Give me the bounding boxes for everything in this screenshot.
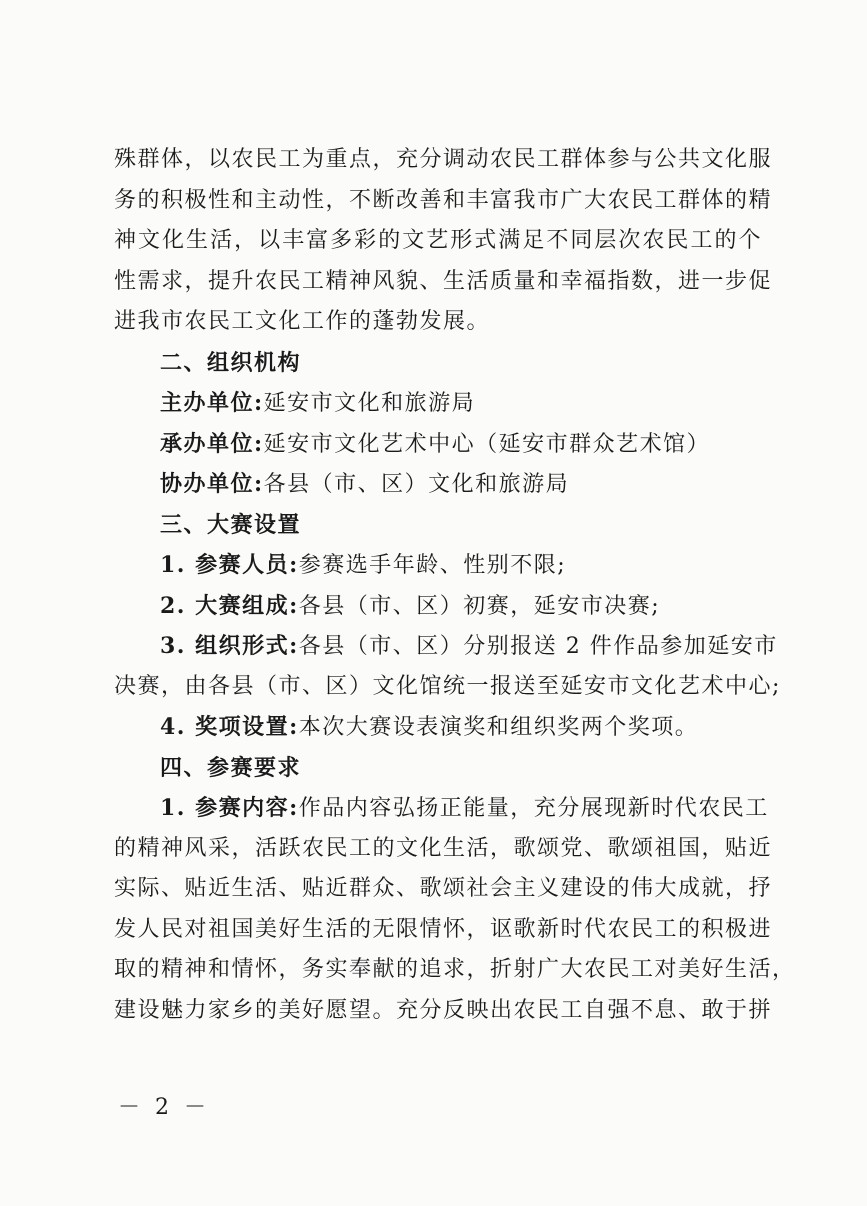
org-host-label: 主办单位: — [160, 390, 264, 416]
org-host-line — [114, 383, 762, 424]
settings-item-2-label: 2. 大赛组成: — [160, 592, 299, 619]
requirements-line: 建设魅力家乡的美好愿望。充分反映出农民工自强不息、敢于拼 — [114, 997, 773, 1023]
settings-item-4 — [114, 707, 762, 748]
settings-item-4-value: 本次大赛设表演奖和组织奖两个奖项。 — [298, 715, 699, 740]
section-heading-organization: 二、组织机构 — [160, 349, 302, 376]
requirements-line: 取的精神和情怀，务实奉献的追求，折射广大农民工对美好生活， — [114, 957, 796, 982]
settings-item-4-label: 4. 奖项设置: — [160, 714, 299, 740]
requirements-item-1-value: 作品内容弘扬正能量，充分展现新时代农民工 — [298, 796, 769, 821]
org-co-line — [114, 464, 762, 505]
org-co-value: 各县（市、区）文化和旅游局 — [263, 472, 570, 497]
paragraph-line: 神文化生活，以丰富多彩的文艺形式满足不同层次农民工的个 — [114, 228, 762, 253]
settings-item-1 — [114, 545, 762, 586]
org-co-label: 协办单位: — [160, 471, 264, 497]
org-organizer-value: 延安市文化艺术中心（延安市群众艺术馆） — [263, 431, 711, 457]
settings-item-3-continuation: 决赛，由各县（市、区）文化馆统一报送至延安市文化艺术中心; — [114, 673, 781, 699]
org-organizer-line — [114, 424, 762, 465]
settings-item-1-label: 1. 参赛人员: — [160, 552, 299, 578]
requirements-item-1-label: 1. 参赛内容: — [160, 795, 299, 821]
requirements-item-1 — [114, 788, 769, 829]
settings-item-2 — [114, 586, 762, 627]
paragraph-line: 务的积极性和主动性，不断改善和丰富我市广大农民工群体的精 — [114, 187, 773, 213]
page-number: － 2 － — [118, 1095, 210, 1120]
section-heading-requirements: 四、参赛要求 — [160, 754, 302, 781]
document-body — [114, 140, 796, 1031]
requirements-line: 发人民对祖国美好生活的无限情怀，讴歌新时代农民工的积极进 — [114, 916, 773, 942]
org-host-value: 延安市文化和旅游局 — [263, 391, 476, 416]
paragraph-line: 进我市农民工文化工作的蓬勃发展。 — [114, 309, 491, 334]
settings-item-1-value: 参赛选手年龄、性别不限; — [298, 553, 567, 578]
section-heading-settings: 三、大赛设置 — [160, 511, 302, 538]
settings-item-3 — [114, 626, 778, 667]
paragraph-line: 殊群体，以农民工为重点，充分调动农民工群体参与公共文化服 — [114, 147, 773, 172]
settings-item-3-value: 各县（市、区）分别报送 2 件作品参加延安市 — [298, 634, 778, 659]
settings-item-3-label: 3. 组织形式: — [160, 633, 299, 659]
paragraph-line: 性需求，提升农民工精神风貌、生活质量和幸福指数，进一步促 — [114, 268, 773, 294]
settings-item-2-value: 各县（市、区）初赛，延安市决赛; — [298, 593, 661, 619]
requirements-line: 的精神风采，活跃农民工的文化生活，歌颂党、歌颂祖国，贴近 — [114, 835, 773, 861]
org-organizer-label: 承办单位: — [160, 430, 264, 457]
requirements-line: 实际、贴近生活、贴近群众、歌颂社会主义建设的伟大成就，抒 — [114, 876, 773, 901]
